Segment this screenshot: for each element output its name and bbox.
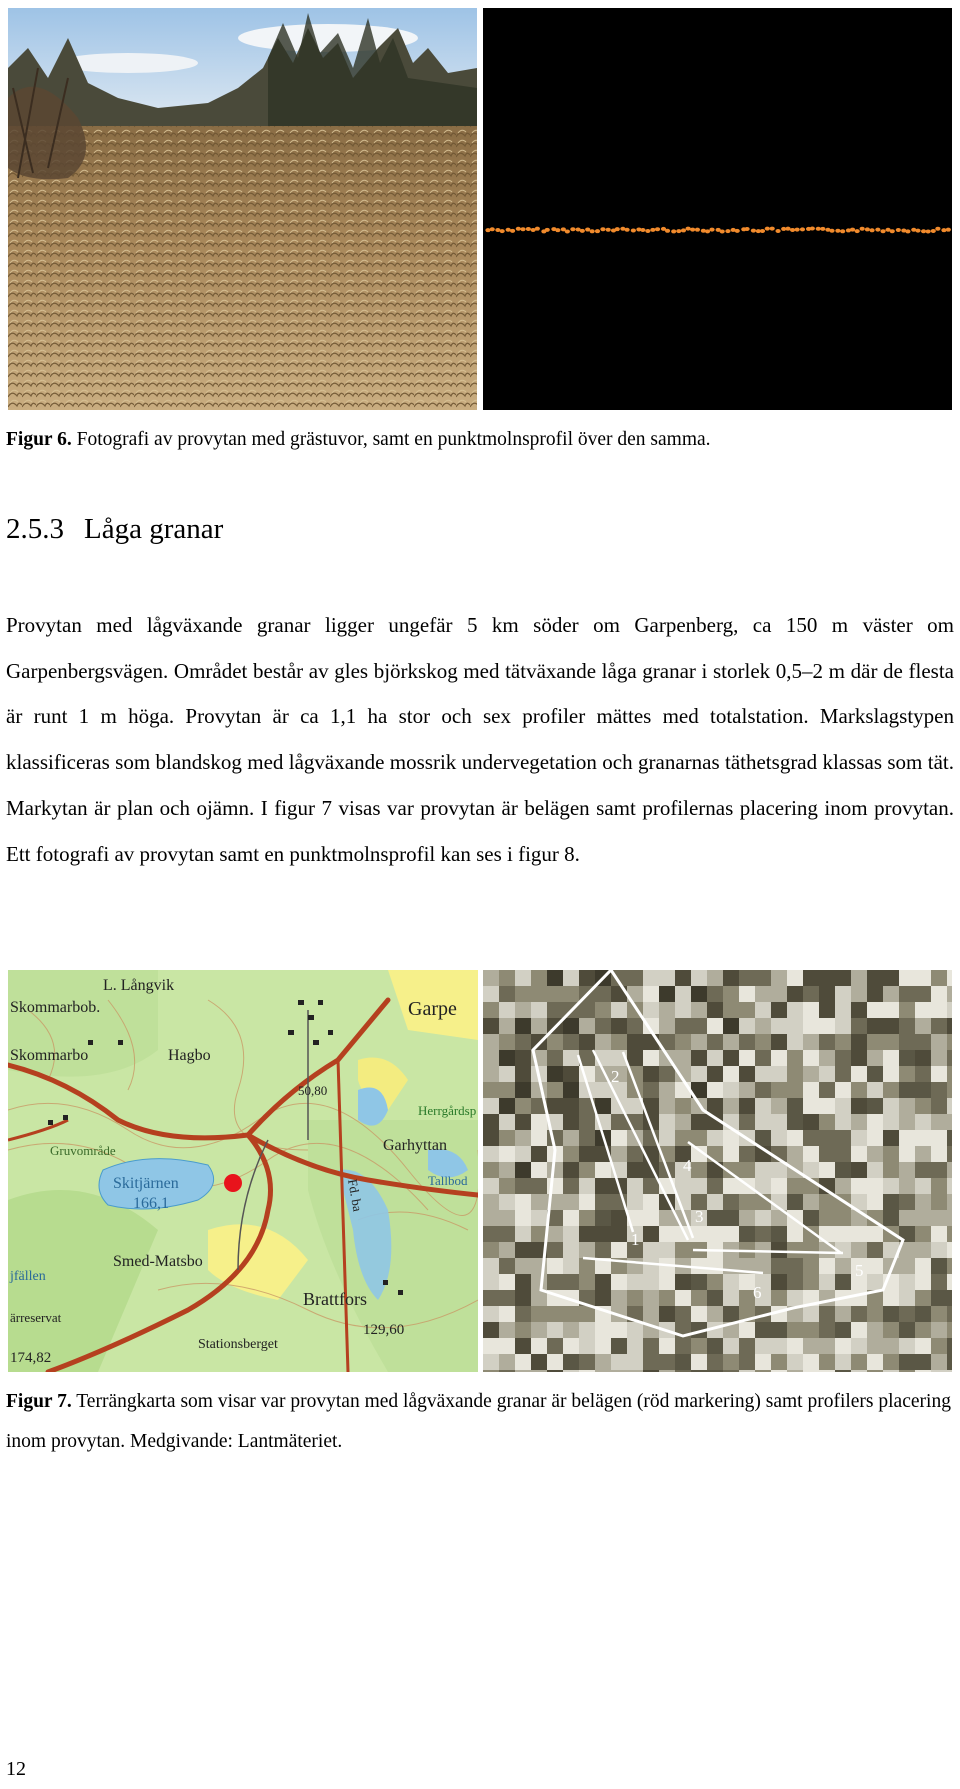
point-cloud-profile bbox=[483, 8, 952, 410]
map-label: Tallbod bbox=[428, 1173, 468, 1188]
point-cloud-point bbox=[655, 227, 660, 231]
map-label: ärreservat bbox=[10, 1310, 62, 1325]
section-title: Låga granar bbox=[84, 513, 224, 545]
terrain-map bbox=[8, 970, 478, 1372]
map-label: 50,80 bbox=[298, 1083, 328, 1098]
point-cloud-point bbox=[631, 228, 636, 232]
point-cloud-point bbox=[690, 228, 695, 232]
point-cloud-point bbox=[744, 227, 749, 231]
point-cloud-point bbox=[795, 228, 800, 232]
point-cloud-point bbox=[490, 227, 495, 231]
profile-label-1: 1 bbox=[631, 1230, 640, 1249]
point-cloud-point bbox=[855, 229, 860, 233]
point-cloud-points bbox=[485, 227, 951, 234]
meadow-photo-image bbox=[8, 8, 477, 410]
point-cloud-point bbox=[800, 227, 805, 231]
map-label: Garhyttan bbox=[383, 1137, 447, 1154]
point-cloud-point bbox=[725, 229, 730, 233]
figure-7-label: Figur 7. bbox=[6, 1391, 72, 1412]
map-label: Brattfors bbox=[303, 1289, 367, 1309]
point-cloud-point bbox=[905, 229, 910, 233]
point-cloud-point bbox=[880, 229, 885, 233]
map-label: Stationsberget bbox=[198, 1337, 278, 1352]
meadow-photo bbox=[8, 8, 477, 410]
point-cloud-point bbox=[810, 227, 815, 231]
figure-6-label: Figur 6. bbox=[6, 429, 72, 450]
point-cloud-point bbox=[695, 228, 700, 232]
point-cloud-point bbox=[941, 228, 946, 232]
profile-label-5: 5 bbox=[855, 1261, 864, 1280]
point-cloud-point bbox=[875, 228, 880, 232]
point-cloud-point bbox=[595, 229, 600, 233]
point-cloud-point bbox=[896, 228, 901, 232]
map-label: Herrgårdsp bbox=[418, 1103, 477, 1118]
aerial-profiles bbox=[483, 970, 952, 1372]
point-cloud-point bbox=[606, 228, 611, 232]
point-cloud-point bbox=[835, 229, 840, 233]
point-cloud-point bbox=[915, 229, 920, 233]
point-cloud-point bbox=[570, 227, 575, 231]
section-number: 2.5.3 bbox=[6, 513, 64, 545]
point-cloud-point bbox=[640, 228, 645, 232]
point-cloud-point bbox=[665, 229, 670, 233]
map-label: 129,60 bbox=[363, 1322, 405, 1338]
terrain-map-image bbox=[8, 970, 478, 1372]
point-cloud-point bbox=[765, 227, 770, 231]
point-cloud-point bbox=[735, 229, 740, 233]
aerial-image bbox=[483, 970, 952, 1372]
point-cloud-point bbox=[650, 228, 655, 232]
point-cloud-point bbox=[890, 229, 895, 233]
point-cloud-point bbox=[751, 229, 756, 233]
profile-label-6: 6 bbox=[753, 1283, 762, 1302]
point-cloud-point bbox=[520, 227, 525, 231]
map-label: Skommarbob. bbox=[10, 999, 101, 1016]
point-cloud-point bbox=[775, 229, 780, 233]
point-cloud-point bbox=[590, 229, 595, 233]
map-label: Skitjärnen bbox=[113, 1175, 179, 1192]
point-cloud-point bbox=[535, 227, 540, 231]
point-cloud-point bbox=[860, 227, 865, 231]
map-label: Gruvområde bbox=[50, 1143, 116, 1158]
point-cloud-point bbox=[580, 229, 585, 233]
figure-7-caption-text: Terrängkarta som visar var provytan med lågväxande granar är belägen (röd markering) samt profilers placering inom provytan. Medgivande: Lantmäteriet. bbox=[6, 1391, 951, 1452]
point-cloud-point bbox=[545, 228, 550, 232]
point-cloud-point bbox=[705, 229, 710, 233]
map-label: Garpe bbox=[408, 998, 457, 1020]
point-cloud-point bbox=[615, 227, 620, 231]
point-cloud-point bbox=[624, 228, 629, 232]
point-cloud-point bbox=[921, 229, 926, 233]
point-cloud-point bbox=[935, 227, 940, 231]
map-label: jfällen bbox=[10, 1269, 46, 1284]
point-cloud-point bbox=[946, 228, 951, 232]
figure-6-caption-text: Fotografi av provytan med grästuvor, samt en punktmolnsprofil över den samma. bbox=[71, 429, 711, 450]
map-label: L. Långvik bbox=[103, 977, 175, 994]
point-cloud-point bbox=[585, 228, 590, 232]
point-cloud-point bbox=[820, 227, 825, 231]
point-cloud-point bbox=[865, 227, 870, 231]
profile-label-4: 4 bbox=[683, 1156, 692, 1175]
map-label: Fd. ba bbox=[345, 1177, 366, 1213]
point-cloud-point bbox=[681, 228, 686, 232]
point-cloud-point bbox=[565, 229, 570, 233]
point-cloud-point bbox=[555, 228, 560, 232]
point-cloud-point bbox=[720, 229, 725, 233]
point-cloud-point bbox=[840, 229, 845, 233]
profile-label-3: 3 bbox=[695, 1207, 704, 1226]
point-cloud-point bbox=[770, 227, 775, 231]
point-cloud-point bbox=[510, 229, 515, 233]
body-paragraph: Provytan med lågväxande granar ligger ungefär 5 km söder om Garpenberg, ca 150 m väster om Garpenbergsvägen. Området består av gles björkskog med tätväxande låga granar i storlek 0,5–2 m där de flesta är runt 1 m höga. Provytan är ca 1,1 ha stor och sex profiler mättes med totalstation. Markslagstypen klassificeras som blandskog med lågväxande mossrik undervegetation och granarnas täthetsgrad klassas som tät. Markytan är plan och ojämn. I figur 7 visas var provytan är belägen samt profilernas placering inom provytan. Ett fotografi av provytan samt en punktmolnsprofil kan ses i figur 8. bbox=[6, 613, 954, 866]
point-cloud-point bbox=[671, 229, 676, 233]
point-cloud-point bbox=[829, 229, 834, 233]
map-label: Skommarbo bbox=[10, 1047, 89, 1064]
point-cloud-point bbox=[516, 227, 521, 231]
figure-7-caption bbox=[6, 1382, 954, 1462]
point-cloud-point bbox=[645, 229, 650, 233]
section-heading bbox=[6, 513, 223, 546]
point-cloud-point bbox=[785, 227, 790, 231]
point-cloud-point bbox=[676, 229, 681, 233]
point-cloud-point bbox=[709, 228, 714, 232]
point-cloud-point bbox=[500, 229, 505, 233]
point-cloud-point bbox=[790, 228, 795, 232]
figure-6-caption bbox=[6, 420, 954, 460]
map-label: Smed-Matsbo bbox=[113, 1253, 203, 1270]
map-label: Hagbo bbox=[168, 1047, 211, 1064]
page-number: 12 bbox=[6, 1758, 26, 1780]
map-label: 174,82 bbox=[10, 1350, 52, 1366]
point-cloud-point bbox=[869, 228, 874, 232]
profile-label-2: 2 bbox=[611, 1067, 620, 1086]
point-cloud-point bbox=[931, 229, 936, 233]
location-marker bbox=[224, 1174, 242, 1192]
point-cloud-point bbox=[760, 229, 765, 233]
point-cloud-point bbox=[600, 227, 605, 231]
point-cloud-point bbox=[925, 229, 930, 233]
point-cloud-point bbox=[686, 227, 691, 231]
point-cloud-point bbox=[816, 227, 821, 231]
point-cloud-point bbox=[850, 228, 855, 232]
map-label: 166,1 bbox=[133, 1195, 169, 1212]
point-cloud-point bbox=[526, 227, 531, 231]
